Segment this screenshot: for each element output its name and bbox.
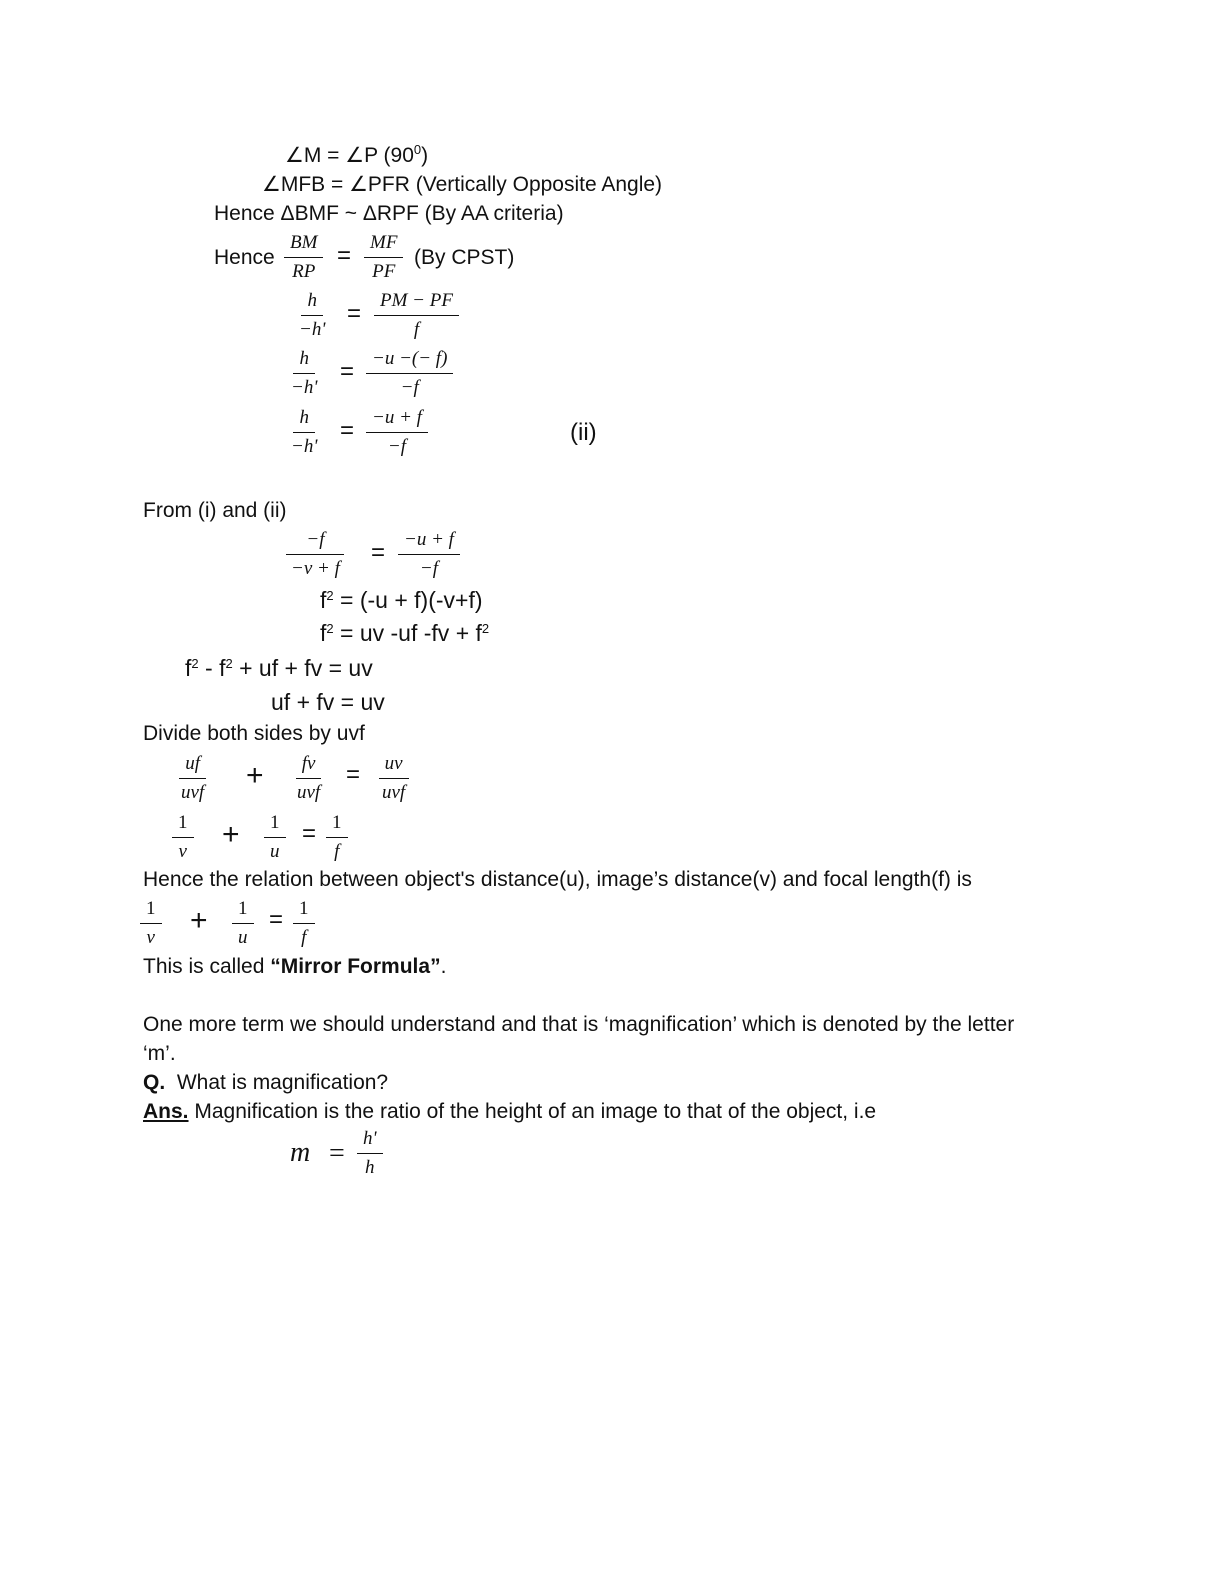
equation-f-squared-expand: $f^2 = (-u + f)(-v+f)$ [320, 587, 483, 613]
equals-sign: = [302, 820, 317, 847]
from-i-and-ii: From (i) and (ii) [143, 499, 287, 522]
equation-uf-plus-fv: uf + fv = uv [271, 689, 385, 715]
fraction-neg-f-over-neg-v-plus-f: $\frac{-f}{-v + f}$ [285, 529, 346, 580]
fraction-uv-over-uvf: uv uvf [376, 753, 411, 804]
cpst-note: (By CPST) [414, 246, 515, 269]
hence-label: Hence [214, 246, 275, 269]
equals-sign: = [346, 761, 361, 788]
divide-instruction: Divide both sides by uvf [143, 722, 365, 745]
mirror-formula-1-over-v: $\frac{1}{v}$ [140, 898, 162, 949]
mirror-formula-1-over-u: $\frac{1}{u}$ [232, 898, 254, 949]
fraction-h-neg-hprime: $\frac{h}{-h'}$ [291, 348, 318, 398]
fraction-fv-over-uvf: fv uvf [297, 753, 321, 803]
equals-sign: = [347, 300, 362, 327]
similar-triangles-statement: Hence ΔBMF ~ ΔRPF (By AA criteria) [214, 202, 564, 225]
magnification-intro-continued: ‘m’. [143, 1042, 176, 1065]
plus-sign: + [222, 818, 240, 851]
angle-equality-m-p: ∠M = ∠P $(90^0)$ [285, 142, 429, 167]
equals-sign: = [371, 539, 386, 566]
magnification-intro: One more term we should understand and that is ‘magnification’ which is denoted by the letter [143, 1013, 1015, 1036]
fraction-neg-u-plus-f-over-neg-f: $\frac{-u + f}{-f}$ [398, 529, 460, 580]
fraction-1-over-v: $\frac{1}{v}$ [172, 812, 194, 863]
fraction-neg-u-minus-neg-f: $\frac{-u -(- f)}{-f}$ [366, 348, 453, 399]
fraction-neg-u-plus-f: $\frac{-u + f}{-f}$ [366, 407, 428, 458]
angle-equality-mfb-pfr: ∠MFB = ∠PFR (Vertically Opposite Angle) [262, 173, 663, 196]
fraction-h-neg-hprime: $\frac{h}{-h'}$ [299, 290, 326, 340]
fraction-mf-pf: $\frac{MF}{PF}$ [364, 232, 403, 283]
fraction-pm-minus-pf-over-f: $\frac{PM - PF}{f}$ [374, 290, 459, 341]
fraction-hprime-over-h: $\frac{h'}{h}$ [357, 1128, 383, 1179]
relation-statement: Hence the relation between object's distance(u), image’s distance(v) and focal length(f) is [143, 868, 972, 891]
fraction-h-neg-hprime: $\frac{h}{-h'}$ [291, 407, 318, 457]
fraction-bm-rp: $\frac{BM}{RP}$ [284, 232, 323, 283]
fraction-1-over-f: $\frac{1}{f}$ [326, 812, 348, 863]
magnification-symbol: m [290, 1137, 311, 1168]
plus-sign: + [246, 759, 264, 792]
fraction-1-over-u: $\frac{1}{u}$ [264, 812, 286, 863]
plus-sign: + [190, 904, 208, 937]
answer: Ans. Magnification is the ratio of the height of an image to that of the object, i.e [143, 1100, 877, 1123]
equation-f-squared-expanded: $f^2$ = uv -uf $-fv + f^2$ [320, 620, 490, 646]
equals-sign: = [340, 358, 355, 385]
equals-sign: = [337, 242, 352, 269]
equals-sign: = [340, 417, 355, 444]
mirror-formula-name: This is called “Mirror Formula”. [143, 955, 447, 978]
question: Q. What is magnification? [143, 1071, 389, 1094]
equation-label-ii: (ii) [570, 419, 597, 446]
fraction-uf-over-uvf: uf uvf [181, 753, 205, 803]
equation-rearranged: $f^2 - f^2$ + uf + fv = uv [185, 655, 373, 681]
mirror-formula-1-over-f: $\frac{1}{f}$ [293, 898, 315, 949]
equals-sign: = [329, 1138, 345, 1169]
equals-sign: = [269, 906, 284, 933]
